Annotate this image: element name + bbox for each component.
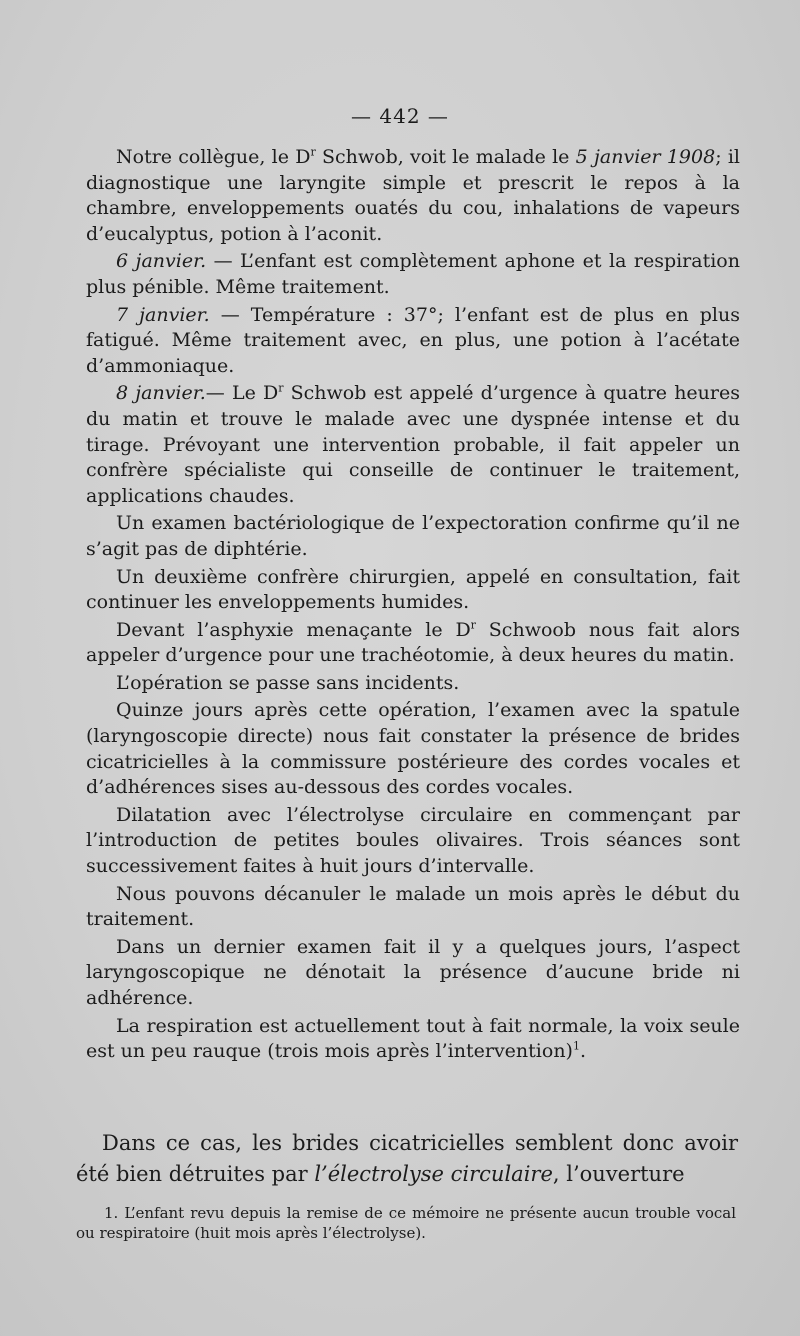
paragraph-second-surgeon: Un deuxième confrère chirurgien, appelé en consultation, fait continuer les enveloppements humides. bbox=[86, 565, 740, 614]
closing-paragraph: Dans ce cas, les brides cicatricielles semblent donc avoir été bien détruites par l’électrolyse circulaire, l’ouverture bbox=[76, 1131, 738, 1186]
paragraph-asphyxia: Devant l’asphyxie menaçante le $D^r$ Schwoob nous fait alors appeler d’urgence pour une trachéotomie, à deux heures du matin. bbox=[86, 618, 740, 667]
page-number: — 442 — bbox=[351, 104, 449, 128]
paragraph-6-janvier: 6 janvier. — L’enfant est complètement aphone et la respiration plus pénible. Même traitement. bbox=[86, 250, 740, 298]
date-8-janvier: 8 janvier. bbox=[116, 382, 206, 405]
paragraph-operation: L’opération se passe sans incidents. bbox=[116, 671, 460, 694]
paragraph-last-exam: Dans un dernier examen fait il y a quelques jours, l’aspect laryngoscopique ne dénotait la présence d’aucune bride ni adhérence. bbox=[86, 935, 740, 1009]
paragraph-bacteriology: Un examen bactériologique de l’expectoration confirme qu’il ne s’agit pas de diphtérie. bbox=[86, 512, 740, 560]
date-6-janvier: 6 janvier. bbox=[116, 250, 207, 273]
paragraph-respiration: La respiration est actuellement tout à fait normale, la voix seule est un peu rauque (trois mois après l’intervention)$^1$. bbox=[86, 1014, 740, 1063]
footnote-reference: 1 bbox=[572, 1039, 580, 1053]
date-7-janvier: 7 janvier. bbox=[116, 303, 210, 326]
footnote: 1. L’enfant revu depuis la remise de ce mémoire ne présente aucun trouble vocal ou respiratoire (huit mois après l’électrolyse). bbox=[76, 1204, 736, 1242]
body-text bbox=[86, 145, 740, 1067]
paragraph-7-janvier: 7 janvier. — Température : 37°; l’enfant est de plus en plus fatigué. Même traitement avec, en plus, une potion à l’acétate d’ammoniaque. bbox=[86, 303, 740, 377]
paragraph-8-janvier: 8 janvier.— Le $D^r$ Schwob est appelé d’urgence à quatre heures du matin et trouve le malade avec une dyspnée intense et du tirage. Prévoyant une intervention probable, il fait appeler un confrère spécialiste qui conseille de continuer le traitement, applications chaudes. bbox=[86, 382, 740, 507]
footnote-marker: 1 bbox=[104, 1204, 114, 1222]
paragraph-examination: Quinze jours après cette opération, l’examen avec la spatule (laryngoscopie directe) nous fait constater la présence de brides cicatricielles à la commissure postérieure des cordes vocales et d’adhérences sises au-dessous des cordes vocales. bbox=[86, 699, 740, 799]
paragraph-dilatation: Dilatation avec l’électrolyse circulaire en commençant par l’introduction de petites boules olivaires. Trois séances sont successivement faites à huit jours d’intervalle. bbox=[86, 803, 740, 878]
paragraph-schwob-visit: Notre collègue, le $D^r$ Schwob, voit le malade le 5 janvier 1908; il diagnostique une laryngite simple et prescrit le repos à la chambre, enveloppements ouatés du cou, inhalations de vapeurs d’eucalyptus, potion à l’aconit. bbox=[86, 145, 740, 245]
paragraph-decannulation: Nous pouvons décanuler le malade un mois après le début du traitement. bbox=[86, 882, 740, 931]
emphasis-electrolyse: l’électrolyse circulaire bbox=[314, 1162, 553, 1186]
date-5-janvier: 5 janvier 1908 bbox=[575, 146, 716, 168]
